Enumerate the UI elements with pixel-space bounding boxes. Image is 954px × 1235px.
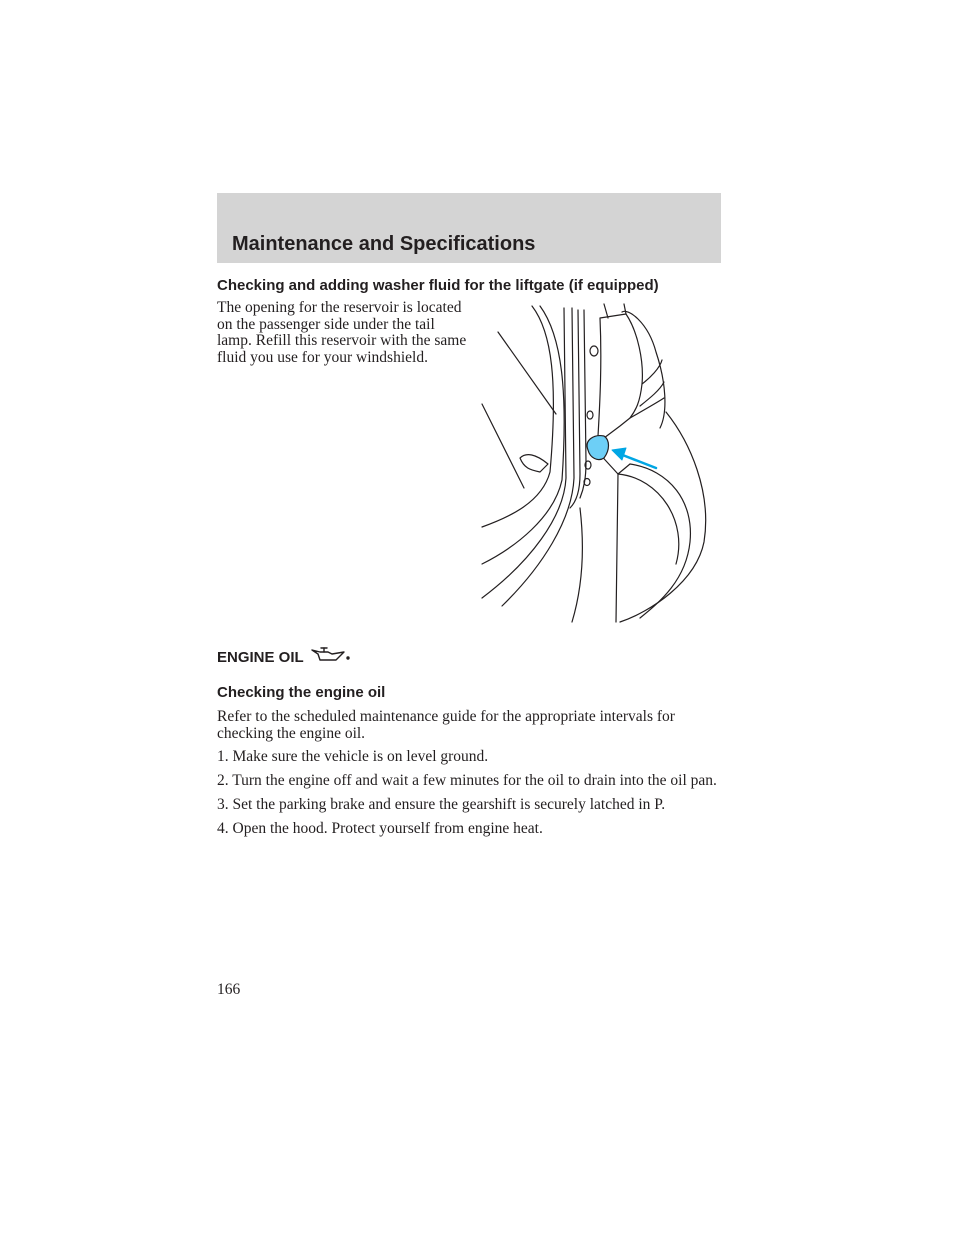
page-number: 166 <box>217 981 241 998</box>
reservoir-paragraph: The opening for the reservoir is located on the passenger side under the tail lamp. Refill this reservoir with the same fluid you use for your windshield. <box>217 299 467 366</box>
engine-oil-heading <box>217 646 350 668</box>
checking-oil-subheading: Checking the engine oil <box>217 684 386 701</box>
oil-steps-list <box>217 749 721 845</box>
list-item: 3. Set the parking brake and ensure the gearshift is securely latched in P. <box>217 796 666 813</box>
list-item: 2. Turn the engine off and wait a few minutes for the oil to drain into the oil pan. <box>217 772 717 789</box>
section-title: Maintenance and Specifications <box>232 233 536 255</box>
reservoir-location-illustration <box>480 302 710 624</box>
engine-oil-heading-text: ENGINE OIL <box>217 648 304 666</box>
list-item: 1. Make sure the vehicle is on level ground. <box>217 748 489 765</box>
section-header <box>217 193 721 263</box>
washer-fluid-heading: Checking and adding washer fluid for the liftgate (if equipped) <box>217 277 659 294</box>
oil-intro-paragraph: Refer to the scheduled maintenance guide for the appropriate intervals for checking the engine oil. <box>217 708 675 742</box>
oil-can-icon <box>310 646 350 668</box>
list-item: 4. Open the hood. Protect yourself from engine heat. <box>217 820 543 837</box>
